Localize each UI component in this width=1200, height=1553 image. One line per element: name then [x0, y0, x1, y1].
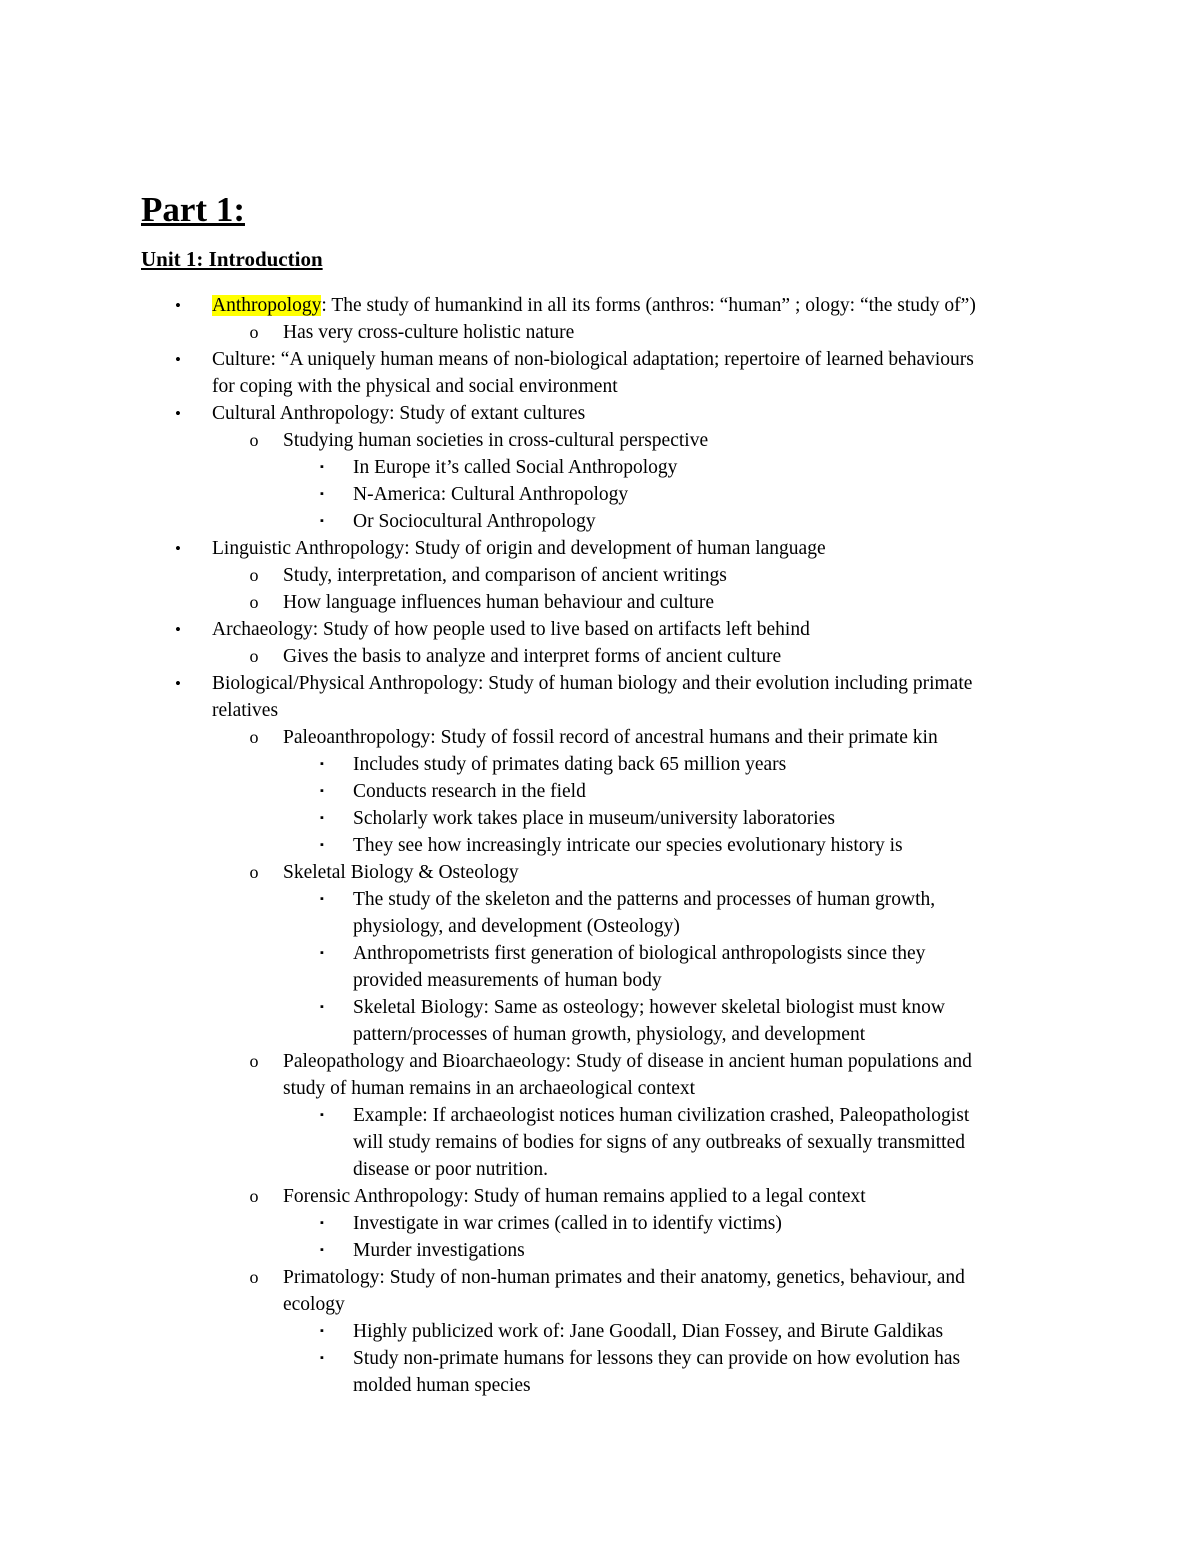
list-item-body: Archaeology: Study of how people used to live based on artifacts left behind: [212, 619, 810, 640]
list-item-text: [283, 1264, 965, 1291]
bullet-marker: ▪: [320, 515, 324, 527]
list-item: [0, 643, 1200, 670]
list-item-body: relatives: [212, 700, 279, 721]
list-item: [0, 1264, 1200, 1291]
bullet-marker: •: [175, 674, 181, 693]
list-item-continuation: [0, 373, 1200, 400]
list-item-body: Highly publicized work of: Jane Goodall, Dian Fossey, and Birute Galdikas: [353, 1321, 944, 1342]
bullet-marker: o: [249, 1186, 259, 1206]
list-item-text: [283, 643, 781, 670]
list-item: [0, 481, 1200, 508]
list-item-body: The study of the skeleton and the patterns and processes of human growth,: [353, 889, 936, 910]
list-item: [0, 1318, 1200, 1345]
bullet-marker: ▪: [320, 893, 324, 905]
list-item-text: [353, 1156, 548, 1183]
list-item-continuation: [0, 1156, 1200, 1183]
list-item: [0, 1345, 1200, 1372]
list-item: [0, 1210, 1200, 1237]
list-item-body: N-America: Cultural Anthropology: [353, 484, 629, 505]
list-item-body: physiology, and development (Osteology): [353, 916, 680, 937]
list-item-text: [353, 832, 903, 859]
list-item-text: [283, 859, 519, 886]
list-item: [0, 940, 1200, 967]
bullet-marker: ▪: [320, 488, 324, 500]
list-item-text: [353, 1237, 525, 1264]
list-item-text: [353, 940, 925, 967]
list-item: [0, 751, 1200, 778]
list-item: [0, 1102, 1200, 1129]
list-item-body: Conducts research in the field: [353, 781, 586, 802]
list-item-text: [353, 508, 596, 535]
list-item-body: Or Sociocultural Anthropology: [353, 511, 596, 532]
list-item-body: Biological/Physical Anthropology: Study of human biology and their evolution including primate: [212, 673, 973, 694]
list-item: [0, 454, 1200, 481]
list-item-body: Study, interpretation, and comparison of ancient writings: [283, 565, 727, 586]
list-item-body: study of human remains in an archaeological context: [283, 1078, 696, 1099]
list-item-body: Murder investigations: [353, 1240, 525, 1261]
bullet-marker: •: [175, 296, 181, 315]
bullet-marker: ▪: [320, 1217, 324, 1229]
list-item: [0, 670, 1200, 697]
bullet-marker: o: [249, 592, 259, 612]
bullet-marker: o: [249, 565, 259, 585]
bullet-marker: ▪: [320, 758, 324, 770]
list-item: [0, 832, 1200, 859]
list-item: [0, 1183, 1200, 1210]
bullet-marker: •: [175, 620, 181, 639]
list-item-text: [353, 481, 628, 508]
bullet-marker: ▪: [320, 1325, 324, 1337]
list-item-continuation: [0, 913, 1200, 940]
bullet-marker: •: [175, 404, 181, 423]
list-item-body: Forensic Anthropology: Study of human remains applied to a legal context: [283, 1186, 866, 1207]
list-item-text: [353, 805, 835, 832]
list-item-text: [353, 751, 786, 778]
bullet-marker: o: [249, 1267, 259, 1287]
list-item-body: Paleopathology and Bioarchaeology: Study of disease in ancient human populations and: [283, 1051, 972, 1072]
list-item-continuation: [0, 1021, 1200, 1048]
list-item: [0, 346, 1200, 373]
bullet-marker: ▪: [320, 1352, 324, 1364]
list-item: [0, 724, 1200, 751]
list-item-text: [353, 913, 680, 940]
list-item-text: [212, 616, 810, 643]
list-item-text: [353, 1021, 865, 1048]
list-item-body: Gives the basis to analyze and interpret forms of ancient culture: [283, 646, 782, 667]
highlighted-term: Anthropology: [212, 295, 322, 316]
list-item-text: [353, 1129, 965, 1156]
list-item: [0, 1237, 1200, 1264]
list-item-text: [283, 1048, 972, 1075]
list-item-text: [212, 697, 278, 724]
list-item-body: pattern/processes of human growth, physiology, and development: [353, 1024, 866, 1045]
list-item-text: [353, 967, 662, 994]
list-item-text: [283, 1183, 866, 1210]
list-item-text: [212, 535, 826, 562]
list-item-text: [353, 1318, 943, 1345]
list-item-body: Primatology: Study of non-human primates and their anatomy, genetics, behaviour, and: [283, 1267, 965, 1288]
bullet-marker: o: [249, 1051, 259, 1071]
list-item-text: [283, 1075, 695, 1102]
list-item: [0, 319, 1200, 346]
bullet-marker: o: [249, 430, 259, 450]
list-item-text: [353, 1210, 782, 1237]
list-item-continuation: [0, 697, 1200, 724]
list-item-body: Cultural Anthropology: Study of extant cultures: [212, 403, 586, 424]
bullet-marker: •: [175, 539, 181, 558]
list-item-text: [283, 589, 714, 616]
bullet-marker: ▪: [320, 1001, 324, 1013]
list-item-text: [212, 400, 585, 427]
list-item-body: Skeletal Biology & Osteology: [283, 862, 519, 883]
unit-heading: Unit 1: Introduction: [141, 247, 323, 271]
list-item-text: [353, 1102, 969, 1129]
list-item-body: Has very cross-culture holistic nature: [283, 322, 575, 343]
list-item-body: Paleoanthropology: Study of fossil record of ancestral humans and their primate kin: [283, 727, 938, 748]
list-item-body: In Europe it’s called Social Anthropology: [353, 457, 678, 478]
list-item: [0, 805, 1200, 832]
list-item-body: for coping with the physical and social environment: [212, 376, 618, 397]
bullet-marker: ▪: [320, 461, 324, 473]
bullet-marker: ▪: [320, 947, 324, 959]
list-item-body: molded human species: [353, 1375, 531, 1396]
list-item-continuation: [0, 1372, 1200, 1399]
list-item-continuation: [0, 1291, 1200, 1318]
list-item-body: provided measurements of human body: [353, 970, 662, 991]
list-item-body: Scholarly work takes place in museum/university laboratories: [353, 808, 835, 829]
list-item-body: Includes study of primates dating back 65 million years: [353, 754, 787, 775]
list-item: [0, 400, 1200, 427]
bullet-marker: o: [249, 646, 259, 666]
bullet-marker: ▪: [320, 812, 324, 824]
bullet-marker: ▪: [320, 1244, 324, 1256]
list-item-body: will study remains of bodies for signs of any outbreaks of sexually transmitted: [353, 1132, 965, 1153]
list-item-body: Skeletal Biology: Same as osteology; however skeletal biologist must know: [353, 997, 945, 1018]
list-item-body: Investigate in war crimes (called in to identify victims): [353, 1213, 782, 1234]
bullet-marker: ▪: [320, 839, 324, 851]
list-item: [0, 292, 1200, 319]
list-item-text: [353, 1345, 960, 1372]
list-item-text: [283, 724, 938, 751]
bullet-marker: o: [249, 322, 259, 342]
list-item-body: Anthropometrists first generation of biological anthropologists since they: [353, 943, 926, 964]
list-item: [0, 778, 1200, 805]
list-item-text: [212, 373, 618, 400]
list-item-body: They see how increasingly intricate our species evolutionary history is: [353, 835, 903, 856]
list-item-body: Study non-primate humans for lessons they can provide on how evolution has: [353, 1348, 961, 1369]
list-item-continuation: [0, 967, 1200, 994]
bullet-marker: ▪: [320, 1109, 324, 1121]
bullet-marker: ▪: [320, 785, 324, 797]
list-item-body: ecology: [283, 1294, 345, 1315]
list-item: [0, 535, 1200, 562]
list-item-continuation: [0, 1075, 1200, 1102]
list-item-body: Culture: “A uniquely human means of non-biological adaptation; repertoire of learned behaviours: [212, 349, 974, 370]
list-item-body: Studying human societies in cross-cultural perspective: [283, 430, 709, 451]
list-item-text: [353, 454, 677, 481]
bullet-marker: o: [249, 862, 259, 882]
list-item: [0, 562, 1200, 589]
list-item: [0, 508, 1200, 535]
list-item-body: How language influences human behaviour and culture: [283, 592, 715, 613]
list-item-text: [353, 778, 586, 805]
list-item-text: [283, 427, 708, 454]
list-item: [0, 589, 1200, 616]
page-title: Part 1:: [141, 190, 245, 229]
list-item-text: [283, 562, 727, 589]
notes-list: [0, 292, 1200, 1399]
list-item-text: [212, 292, 976, 319]
list-item-text: [283, 319, 574, 346]
list-item: [0, 616, 1200, 643]
list-item-body: Linguistic Anthropology: Study of origin and development of human language: [212, 538, 826, 559]
list-item: [0, 1048, 1200, 1075]
bullet-marker: o: [249, 727, 259, 747]
list-item-continuation: [0, 1129, 1200, 1156]
list-item: [0, 427, 1200, 454]
list-item-text: [353, 1372, 531, 1399]
list-item-text: [353, 886, 935, 913]
list-item-text: [212, 670, 972, 697]
list-item-text: [212, 346, 974, 373]
list-item-text: [353, 994, 945, 1021]
list-item: [0, 859, 1200, 886]
list-item: [0, 886, 1200, 913]
list-item-body: : The study of humankind in all its forms (anthros: “human” ; ology: “the study of”): [321, 295, 976, 316]
list-item-text: [283, 1291, 345, 1318]
bullet-marker: •: [175, 350, 181, 369]
list-item-body: Example: If archaeologist notices human civilization crashed, Paleopathologist: [353, 1105, 970, 1126]
list-item-body: disease or poor nutrition.: [353, 1159, 548, 1180]
list-item: [0, 994, 1200, 1021]
